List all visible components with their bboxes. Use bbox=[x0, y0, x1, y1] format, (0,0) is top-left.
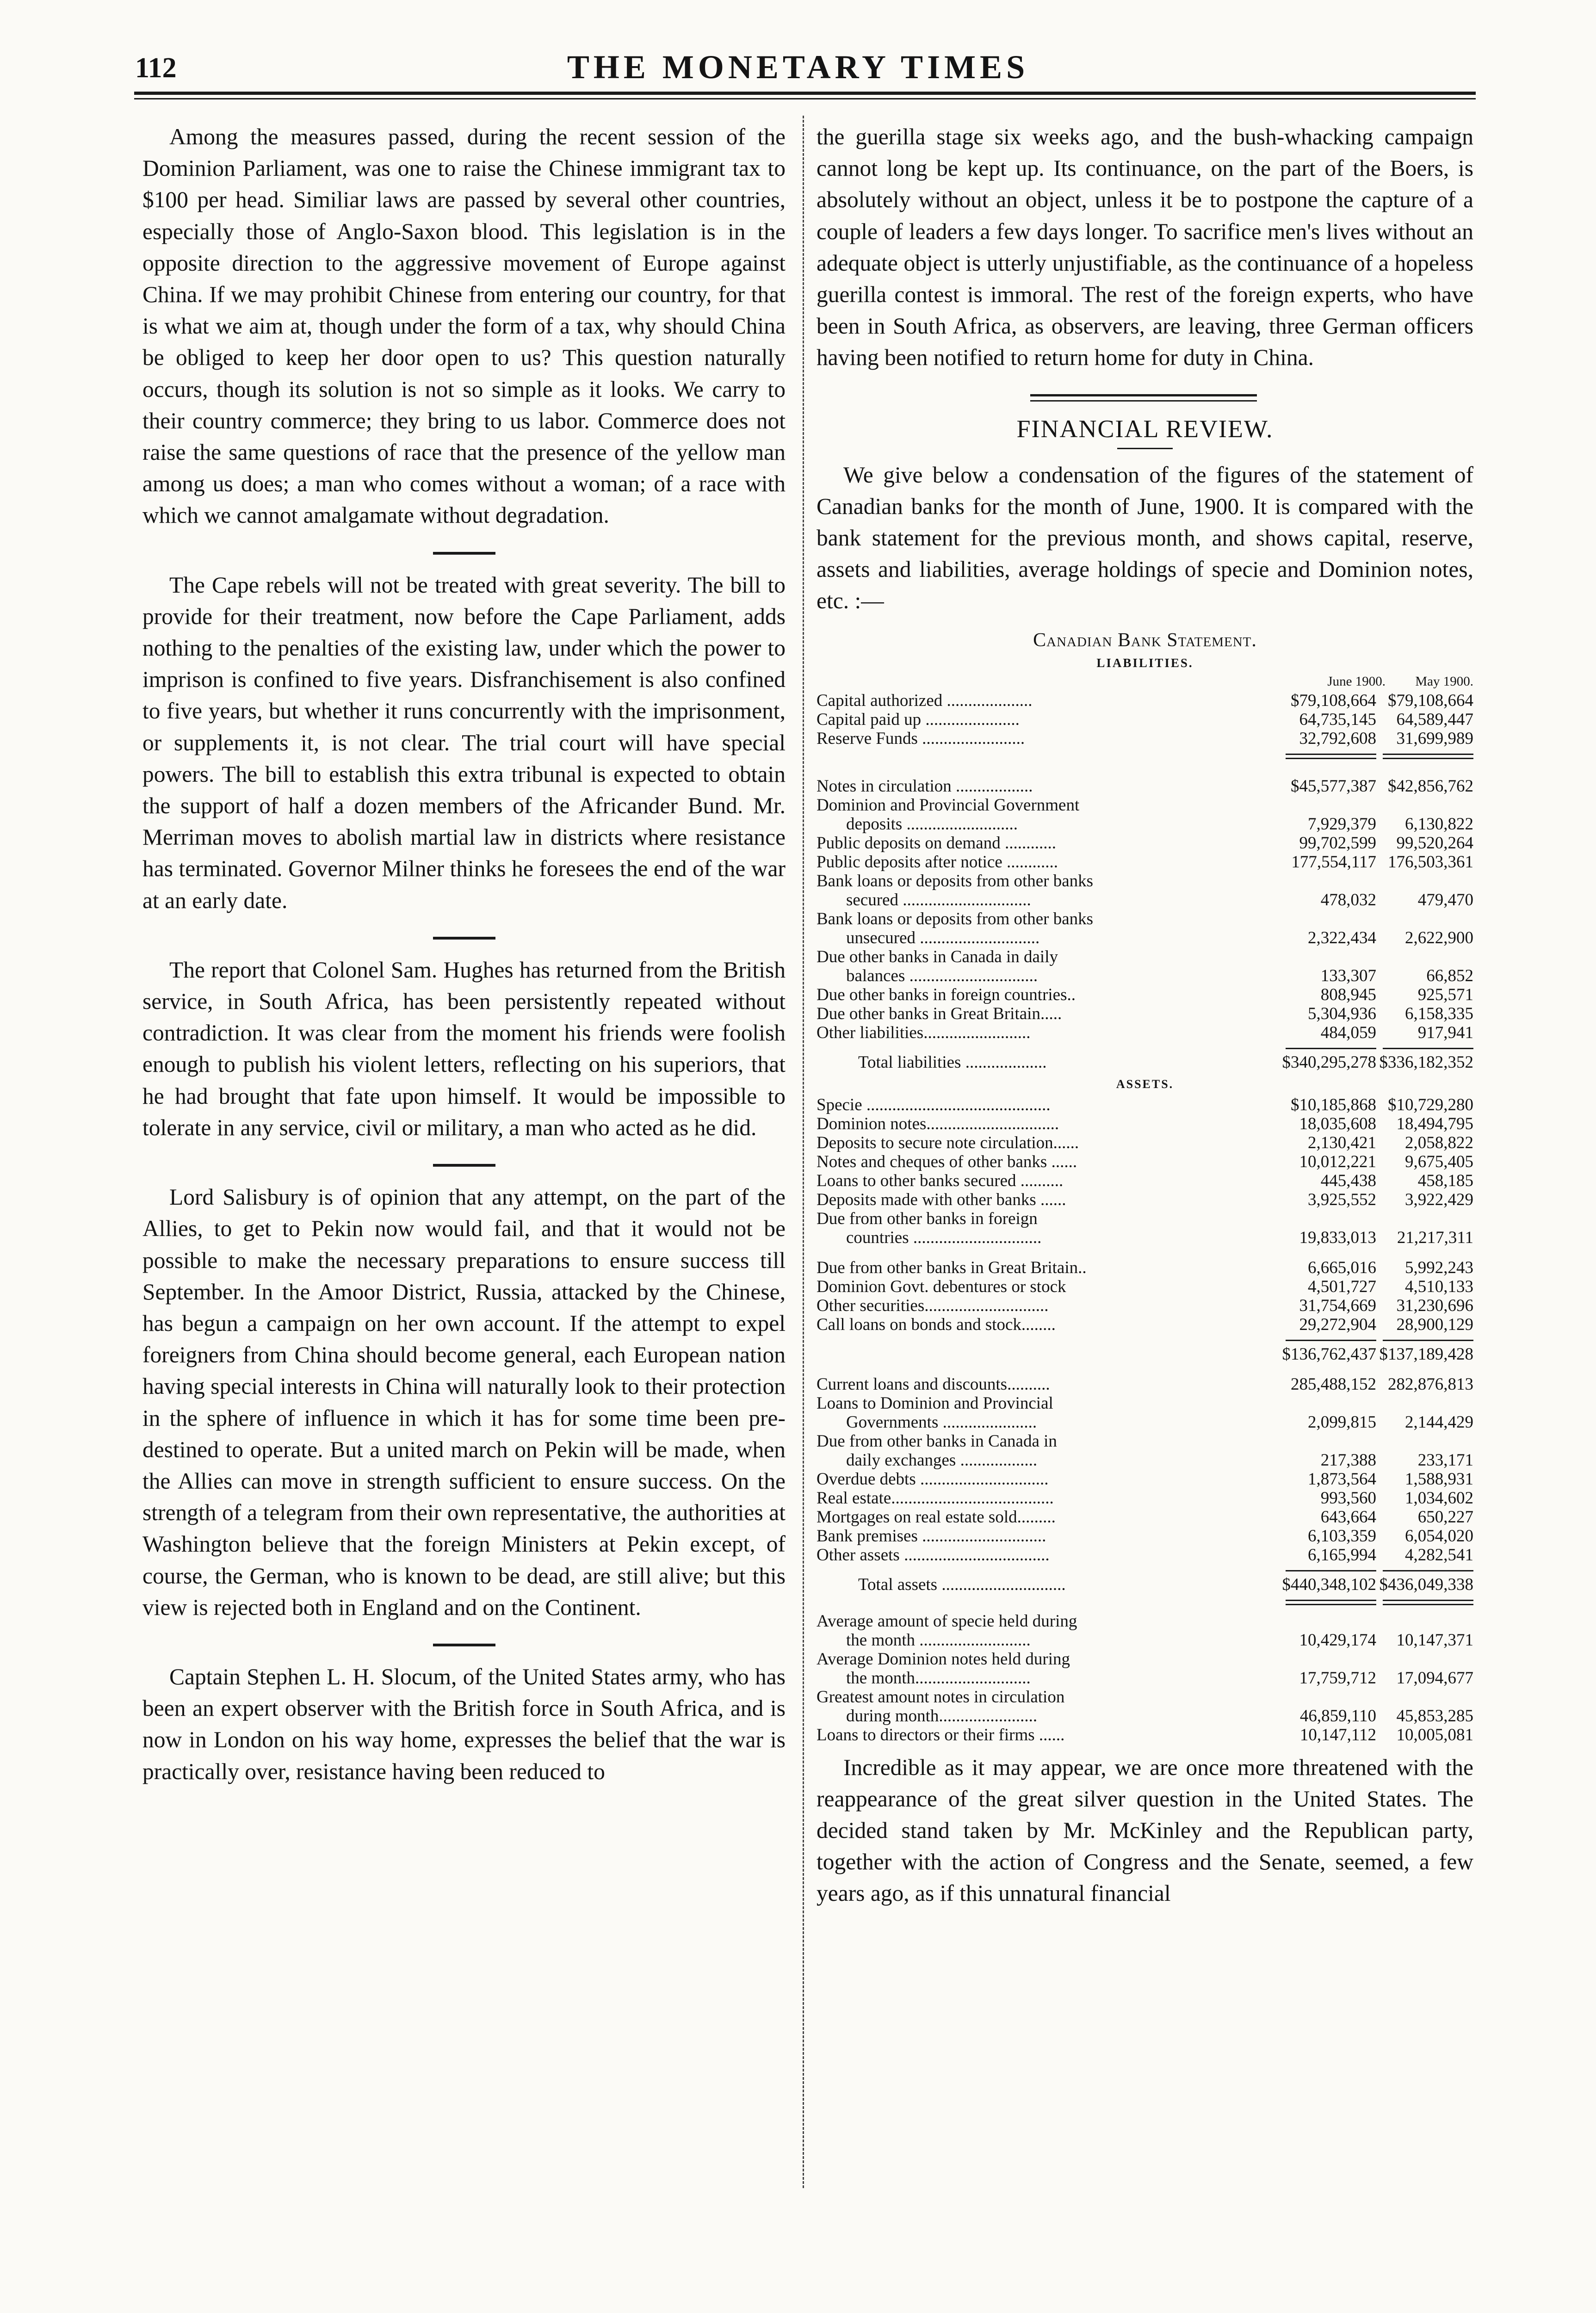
may-value: 2,622,900 bbox=[1405, 928, 1473, 947]
table-row bbox=[817, 1296, 1473, 1315]
article-colonel-hughes: The report that Colonel Sam. Hughes has returned from the British service, in South Africa, has been persistently repeated without contradiction. It was clear from the moment his friends were foolish enough to publish his violent letters, reflecting on his superiors, that he had brought that fate upon himself. It would be impossible to tolerate in any service, civil or military, a man who acted as he did. bbox=[142, 957, 786, 1140]
sum-rule bbox=[817, 1340, 1473, 1341]
may-value: 233,171 bbox=[1417, 1450, 1473, 1470]
table-row bbox=[817, 1023, 1473, 1042]
may-value: 2,144,429 bbox=[1405, 1412, 1473, 1432]
article-chinese-tax: Among the measures passed, during the recent session of the Dominion Parliament, was one to raise the Chinese immigrant tax to $100 per head. Similiar laws are passed by several other countries, especially those of Anglo-Saxon blood. This legislation is in the opposite direction to the aggressive movement of Europe against China. If we may prohibit Chinese from entering our country, for that is what we aim at, though under the form of a tax, why should China be obliged to keep her door open to us? This question naturally occurs, though its solution is not so simple as it looks. We carry to their country commerce; they bring to us labor. Commerce does not raise the same questions of race that the presence of the yellow man among us does; a man who comes without a woman; of a race with which we cannot amalgamate without degradation. bbox=[142, 124, 786, 528]
financial-review-title: FINANCIAL REVIEW. bbox=[1016, 414, 1274, 443]
may-value: 66,852 bbox=[1426, 966, 1473, 985]
row-label: secured .............................. bbox=[846, 890, 1031, 909]
row-label: Due from other banks in Canada in bbox=[817, 1431, 1057, 1451]
table-row bbox=[817, 1612, 1473, 1631]
june-value: 3,925,552 bbox=[1308, 1190, 1376, 1209]
table-row bbox=[817, 1228, 1473, 1247]
table-row bbox=[817, 796, 1473, 815]
may-value: 3,922,429 bbox=[1405, 1190, 1473, 1209]
masthead-rule-thin bbox=[134, 98, 1476, 99]
row-label: deposits .......................... bbox=[846, 814, 1018, 834]
june-value: $136,762,437 bbox=[1282, 1344, 1376, 1364]
table-row bbox=[817, 1707, 1473, 1725]
may-value: 650,227 bbox=[1417, 1507, 1473, 1527]
table-row bbox=[817, 1527, 1473, 1546]
article-cape-rebels: The Cape rebels will not be treated with great severity. The bill to provide for their treatment, now before the Cape Parliament, adds nothing to the penalties of the existing law, under which the power to imprison is confined to five years. Disfranchisement is also confined to five years, but whether it runs concurrently with the imprisonment, or supplements it, is not clear. The trial court will have special powers. The bill to establish this extra tribunal is expected to obtain the support of half a dozen members of the Africander Bund. Mr. Merriman moves to abolish martial law in districts where resistance has terminated. Governor Milner thinks he foresees the end of the war at an early date. bbox=[142, 572, 786, 913]
masthead-rule bbox=[134, 92, 1476, 95]
may-value: 479,470 bbox=[1417, 890, 1473, 909]
row-label: Deposits made with other banks ...... bbox=[817, 1190, 1066, 1209]
table-row bbox=[817, 1669, 1473, 1688]
june-value: 445,438 bbox=[1320, 1171, 1376, 1190]
table-row bbox=[817, 834, 1473, 853]
table-row bbox=[817, 1508, 1473, 1527]
table-row bbox=[817, 1171, 1473, 1190]
may-value: $336,182,352 bbox=[1379, 1052, 1473, 1072]
table-row bbox=[817, 1375, 1473, 1394]
may-value: $436,049,338 bbox=[1379, 1575, 1473, 1594]
separator bbox=[433, 937, 495, 940]
row-label: Governments ...................... bbox=[846, 1412, 1037, 1432]
june-value: 133,307 bbox=[1320, 966, 1376, 985]
bank-statement-title: Canadian Bank Statement. bbox=[1033, 629, 1257, 651]
row-label: Current loans and discounts.......... bbox=[817, 1374, 1050, 1394]
table-row bbox=[817, 1315, 1473, 1334]
table-row bbox=[817, 1432, 1473, 1451]
subtotal-row bbox=[817, 1345, 1473, 1364]
asset-rows bbox=[817, 1095, 1473, 1247]
row-label: Mortgages on real estate sold......... bbox=[817, 1507, 1056, 1527]
may-value: 99,520,264 bbox=[1396, 833, 1473, 853]
may-value: 31,699,989 bbox=[1396, 729, 1473, 748]
asset-rows-loans bbox=[817, 1375, 1473, 1565]
june-value: $440,348,102 bbox=[1282, 1575, 1376, 1594]
row-label: balances .............................. bbox=[846, 966, 1038, 985]
table-row bbox=[817, 815, 1473, 834]
table-row bbox=[817, 1489, 1473, 1508]
separator bbox=[433, 1644, 495, 1646]
table-row bbox=[817, 1413, 1473, 1432]
asset-rows-securities bbox=[817, 1258, 1473, 1334]
june-value: 7,929,379 bbox=[1308, 814, 1376, 834]
table-row bbox=[817, 1133, 1473, 1152]
row-label: during month....................... bbox=[846, 1706, 1038, 1725]
may-value: $10,729,280 bbox=[1388, 1095, 1473, 1114]
table-row bbox=[817, 1004, 1473, 1023]
may-value: 1,588,931 bbox=[1405, 1469, 1473, 1489]
section-rule-thin bbox=[1030, 400, 1257, 402]
row-label: Loans to other banks secured .......... bbox=[817, 1171, 1064, 1190]
june-value: 1,873,564 bbox=[1308, 1469, 1376, 1489]
table-row bbox=[817, 872, 1473, 891]
table-row bbox=[817, 710, 1473, 729]
june-value: 29,272,904 bbox=[1299, 1315, 1376, 1334]
table-row bbox=[817, 909, 1473, 928]
table-row bbox=[817, 1650, 1473, 1669]
table-row bbox=[817, 1095, 1473, 1114]
may-value: 4,510,133 bbox=[1405, 1277, 1473, 1296]
june-value: 478,032 bbox=[1320, 890, 1376, 909]
liability-rows bbox=[817, 777, 1473, 1042]
row-label: Due other banks in foreign countries.. bbox=[817, 985, 1076, 1004]
may-value: 925,571 bbox=[1417, 985, 1473, 1004]
table-row bbox=[817, 777, 1473, 796]
row-label: countries .............................. bbox=[846, 1228, 1042, 1247]
average-rows bbox=[817, 1612, 1473, 1744]
june-value: 6,165,994 bbox=[1308, 1545, 1376, 1565]
june-value: 10,012,221 bbox=[1299, 1152, 1376, 1171]
table-row bbox=[817, 985, 1473, 1004]
row-label: Loans to directors or their firms ...... bbox=[817, 1725, 1065, 1744]
title-underline bbox=[1117, 448, 1173, 449]
row-label: Deposits to secure note circulation...... bbox=[817, 1133, 1079, 1152]
may-value: 5,992,243 bbox=[1405, 1258, 1473, 1277]
may-value: $137,189,428 bbox=[1379, 1344, 1473, 1364]
table-row bbox=[817, 729, 1473, 748]
june-value: 10,429,174 bbox=[1299, 1630, 1376, 1650]
may-value: 4,282,541 bbox=[1405, 1545, 1473, 1565]
row-label: Total liabilities ................... bbox=[858, 1052, 1047, 1072]
table-row bbox=[817, 853, 1473, 872]
double-rule bbox=[817, 754, 1473, 759]
row-label: Loans to Dominion and Provincial bbox=[817, 1393, 1053, 1413]
row-label: Reserve Funds ........................ bbox=[817, 729, 1025, 748]
may-value: $79,108,664 bbox=[1388, 691, 1473, 710]
row-label: Dominion notes............................... bbox=[817, 1114, 1059, 1133]
june-value: $340,295,278 bbox=[1282, 1052, 1376, 1072]
table-row bbox=[817, 1725, 1473, 1744]
june-value: 177,554,117 bbox=[1291, 852, 1376, 872]
table-row bbox=[817, 947, 1473, 966]
row-label: Other assets .................................. bbox=[817, 1545, 1050, 1565]
row-label: Due other banks in Great Britain..... bbox=[817, 1004, 1062, 1023]
liabilities-heading: LIABILITIES. bbox=[1096, 656, 1194, 670]
may-value: 10,005,081 bbox=[1396, 1725, 1473, 1744]
june-value: 993,560 bbox=[1320, 1488, 1376, 1508]
table-row bbox=[817, 1451, 1473, 1470]
row-label: Public deposits on demand ............ bbox=[817, 833, 1056, 853]
row-label: Call loans on bonds and stock........ bbox=[817, 1315, 1056, 1334]
june-value: 46,859,110 bbox=[1299, 1706, 1376, 1725]
row-label: Bank premises ............................. bbox=[817, 1526, 1046, 1546]
bank-statement-table bbox=[817, 672, 1473, 1744]
may-value: 9,675,405 bbox=[1405, 1152, 1473, 1171]
table-row bbox=[817, 1258, 1473, 1277]
article-slocum-continued: the guerilla stage six weeks ago, and the bush-whacking campaign cannot long be kept up. Its continuance, on the part of the Boers, is absolutely without an object, unless it be to postpone the capture of a couple of leaders a few days longer. To sacrifice men's lives without an adequate object is utterly unjustifiable, as the continuance of a hopeless guerilla contest is immoral. The rest of the foreign experts, who have been in South Africa, as observers, are leaving, three German officers having been notified to return home for duty in China. bbox=[817, 124, 1473, 371]
section-rule bbox=[1030, 394, 1257, 396]
article-captain-slocum: Captain Stephen L. H. Slocum, of the United States army, who has been an expert observer with the British force in South Africa, and is now in London on his way home, expresses the belief that the war is practically over, resistance having been reduced to bbox=[142, 1664, 786, 1784]
table-row bbox=[817, 1688, 1473, 1707]
june-value: $79,108,664 bbox=[1291, 691, 1376, 710]
column-divider bbox=[803, 116, 804, 2188]
june-value: $45,577,387 bbox=[1291, 776, 1376, 796]
may-value: 31,230,696 bbox=[1396, 1296, 1473, 1315]
may-value: 1,034,602 bbox=[1405, 1488, 1473, 1508]
june-value: 99,702,599 bbox=[1299, 833, 1376, 853]
article-silver-question: Incredible as it may appear, we are once more threatened with the reappearance of the great silver question in the United States. The decided stand taken by Mr. McKinley and the Republican party, together with the action of Congress and the Senate, seemed, a few years ago, as if this unnatural financial bbox=[817, 1754, 1473, 1906]
may-value: 176,503,361 bbox=[1388, 852, 1473, 872]
sum-rule bbox=[817, 1570, 1473, 1571]
table-header bbox=[817, 672, 1473, 691]
june-value: 64,735,145 bbox=[1299, 710, 1376, 729]
june-value: 217,388 bbox=[1320, 1450, 1376, 1470]
row-label: unsecured ............................ bbox=[846, 928, 1040, 947]
june-value: 484,059 bbox=[1320, 1023, 1376, 1042]
may-value: 28,900,129 bbox=[1396, 1315, 1473, 1334]
table-row bbox=[817, 1546, 1473, 1565]
table-row bbox=[817, 928, 1473, 947]
may-value: 917,941 bbox=[1417, 1023, 1473, 1042]
row-label: Average amount of specie held during bbox=[817, 1611, 1077, 1631]
june-value: 6,665,016 bbox=[1308, 1258, 1376, 1277]
may-value: 45,853,285 bbox=[1396, 1706, 1473, 1725]
row-label: Average Dominion notes held during bbox=[817, 1649, 1070, 1669]
may-value: 18,494,795 bbox=[1396, 1114, 1473, 1133]
row-label: Greatest amount notes in circulation bbox=[817, 1687, 1065, 1707]
row-label: Due from other banks in foreign bbox=[817, 1209, 1038, 1228]
sum-rule bbox=[817, 1048, 1473, 1049]
may-value: 458,185 bbox=[1417, 1171, 1473, 1190]
row-label: daily exchanges .................. bbox=[846, 1450, 1038, 1470]
row-label: Capital paid up ...................... bbox=[817, 710, 1020, 729]
may-value: 2,058,822 bbox=[1405, 1133, 1473, 1152]
capital-rows bbox=[817, 691, 1473, 748]
june-value: $10,185,868 bbox=[1291, 1095, 1376, 1114]
article-lord-salisbury: Lord Salisbury is of opinion that any attempt, on the part of the Allies, to get to Pekin now would fail, and that it would not be possible to make the necessary preparations to ensure success till September. In the Amoor District, Russia, attacked by the Chinese, has begun a campaign on her own account. If the attempt to expel foreigners from China should become general, each European nation having special interests in China will naturally look to their protection in the sphere of influence in which it has for some time been pre-destined to operate. But a united march on Pekin will be made, when the Allies can move in strength sufficient to ensure success. On the strength of a telegram from their own representative, the authorities at Washington believe that the foreign Ministers at Pekin except, of course, the German, who is known to be dead, are still alive; but this view is rejected both in England and on the Continent. bbox=[142, 1184, 786, 1620]
table-row bbox=[817, 1631, 1473, 1650]
total-assets-row bbox=[817, 1575, 1473, 1594]
june-value: 6,103,359 bbox=[1308, 1526, 1376, 1546]
june-value: 4,501,727 bbox=[1308, 1277, 1376, 1296]
may-value: 6,054,020 bbox=[1405, 1526, 1473, 1546]
table-row bbox=[817, 891, 1473, 909]
column-june: June 1900. bbox=[1327, 674, 1386, 689]
row-label: Dominion Govt. debentures or stock bbox=[817, 1277, 1066, 1296]
may-value: 282,876,813 bbox=[1388, 1374, 1473, 1394]
financial-review-intro: We give below a condensation of the figures of the statement of Canadian banks for the month of June, 1900. It is compared with the bank statement for the previous month, and shows capital, reserve, assets and liabilities, average holdings of specie and Dominion notes, etc. :— bbox=[817, 462, 1473, 614]
may-value: 21,217,311 bbox=[1397, 1228, 1473, 1247]
row-label: the month........................... bbox=[846, 1668, 1031, 1688]
june-value: 808,945 bbox=[1320, 985, 1376, 1004]
may-value: 10,147,371 bbox=[1396, 1630, 1473, 1650]
table-row bbox=[817, 1190, 1473, 1209]
separator bbox=[433, 1164, 495, 1167]
may-value: 6,158,335 bbox=[1405, 1004, 1473, 1023]
table-row bbox=[817, 1209, 1473, 1228]
table-row bbox=[817, 691, 1473, 710]
table-row bbox=[817, 1277, 1473, 1296]
june-value: 2,130,421 bbox=[1308, 1133, 1376, 1152]
row-label: Specie ........................................... bbox=[817, 1095, 1051, 1114]
june-value: 19,833,013 bbox=[1299, 1228, 1376, 1247]
june-value: 31,754,669 bbox=[1299, 1296, 1376, 1315]
separator bbox=[433, 552, 495, 555]
table-row bbox=[817, 966, 1473, 985]
total-liabilities-row bbox=[817, 1053, 1473, 1072]
june-value: 5,304,936 bbox=[1308, 1004, 1376, 1023]
left-column bbox=[142, 121, 786, 1787]
june-value: 17,759,712 bbox=[1299, 1668, 1376, 1688]
row-label: Bank loans or deposits from other banks bbox=[817, 909, 1094, 928]
row-label: Dominion and Provincial Government bbox=[817, 795, 1080, 815]
row-label: Due from other banks in Great Britain.. bbox=[817, 1258, 1087, 1277]
table-row bbox=[817, 1470, 1473, 1489]
june-value: 32,792,608 bbox=[1299, 729, 1376, 748]
row-label: Other liabilities......................... bbox=[817, 1023, 1031, 1042]
row-label: Total assets ............................. bbox=[858, 1575, 1066, 1594]
row-label: Overdue debts .............................. bbox=[817, 1469, 1049, 1489]
table-row bbox=[817, 1114, 1473, 1133]
june-value: 10,147,112 bbox=[1299, 1725, 1376, 1744]
row-label: Other securities............................. bbox=[817, 1296, 1049, 1315]
row-label: Bank loans or deposits from other banks bbox=[817, 871, 1094, 891]
page-number: 112 bbox=[135, 52, 177, 84]
row-label: Capital authorized .................... bbox=[817, 691, 1033, 710]
june-value: 643,664 bbox=[1320, 1507, 1376, 1527]
row-label: Due other banks in Canada in daily bbox=[817, 947, 1058, 966]
june-value: 2,322,434 bbox=[1308, 928, 1376, 947]
june-value: 2,099,815 bbox=[1308, 1412, 1376, 1432]
row-label: Notes and cheques of other banks ...... bbox=[817, 1152, 1077, 1171]
row-label: Notes in circulation .................. bbox=[817, 776, 1033, 796]
row-label: the month .......................... bbox=[846, 1630, 1031, 1650]
table-row bbox=[817, 1152, 1473, 1171]
may-value: 64,589,447 bbox=[1396, 710, 1473, 729]
right-column bbox=[817, 121, 1473, 1910]
column-may: May 1900. bbox=[1415, 674, 1473, 689]
row-label: Real estate...................................... bbox=[817, 1488, 1054, 1508]
may-value: 17,094,677 bbox=[1396, 1668, 1473, 1688]
double-rule bbox=[817, 1600, 1473, 1605]
may-value: $42,856,762 bbox=[1388, 776, 1473, 796]
row-label: Public deposits after notice ............ bbox=[817, 852, 1058, 872]
june-value: 285,488,152 bbox=[1291, 1374, 1376, 1394]
assets-heading: ASSETS. bbox=[1116, 1077, 1174, 1091]
table-row bbox=[817, 1394, 1473, 1413]
may-value: 6,130,822 bbox=[1405, 814, 1473, 834]
june-value: 18,035,608 bbox=[1299, 1114, 1376, 1133]
masthead: THE MONETARY TIMES bbox=[567, 49, 1029, 86]
